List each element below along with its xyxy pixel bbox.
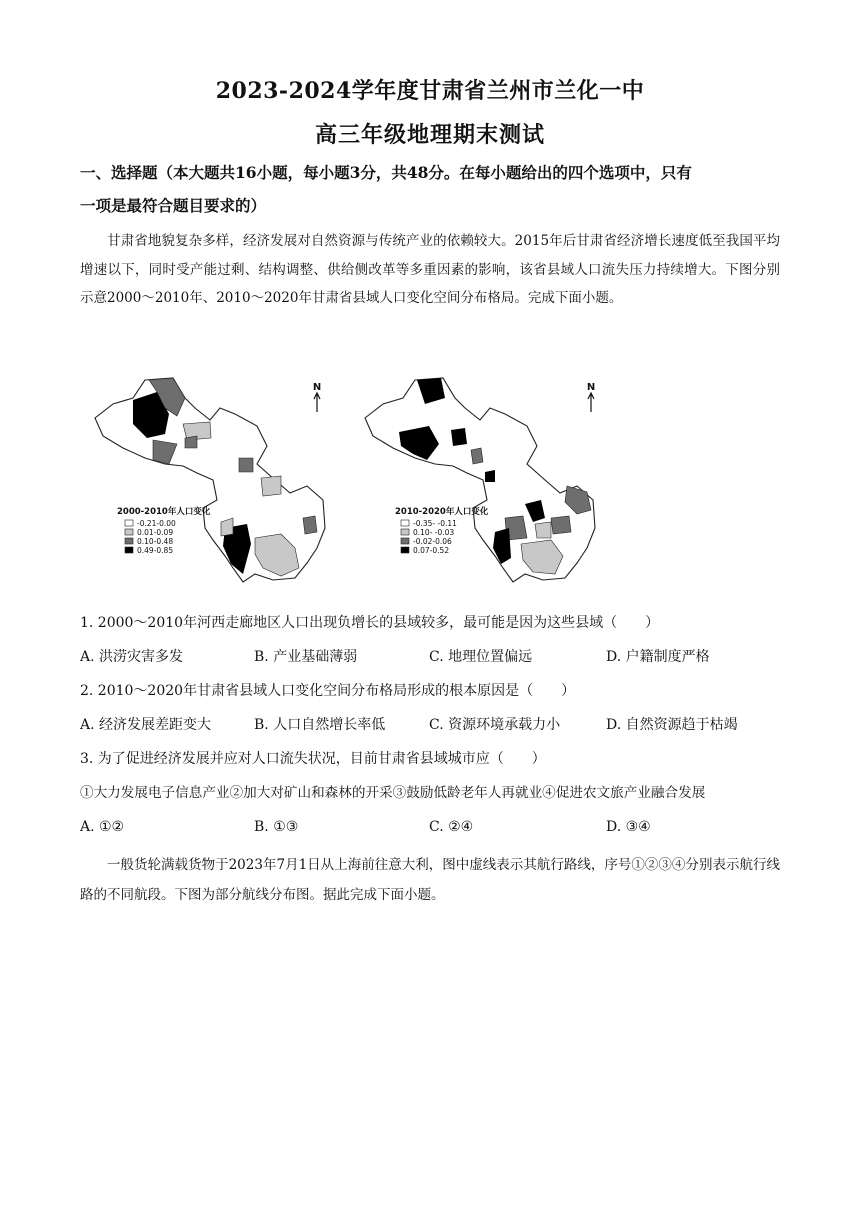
map1-legend-label-1: -0.21-0.00 bbox=[137, 519, 176, 528]
map1-region-dark-3 bbox=[239, 458, 253, 472]
map2-legend-label-1: -0.35- -0.11 bbox=[413, 519, 457, 528]
exam-subtitle: 高三年级地理期末测试 bbox=[314, 122, 545, 148]
map2-legend-title: 2010-2020年人口变化 bbox=[395, 507, 489, 517]
population-change-maps bbox=[85, 368, 625, 596]
passage-2-text: 一般货轮满载货物于2023年7月1日从上海前往意大利，图中虚线表示其航行路线，序号①②③④分别表示航行线路的不同航段。下图为部分航线分布图。据此完成下面小题。 bbox=[80, 857, 780, 903]
passage-1 bbox=[80, 227, 780, 313]
question-1-option-a[interactable]: A. 洪涝灾害多发 bbox=[80, 649, 184, 665]
map2-north-label: N bbox=[586, 382, 596, 393]
map2-north-arrow-icon bbox=[588, 393, 594, 412]
question-3-stem: 3. 为了促进经济发展并应对人口流失状况，目前甘肃省县域城市应（ ） bbox=[80, 751, 546, 767]
question-3-option-b[interactable]: B. ①③ bbox=[254, 819, 299, 835]
map1-north-label: N bbox=[312, 382, 322, 393]
question-3-options bbox=[80, 816, 780, 838]
map2-region-gray-2 bbox=[535, 522, 551, 538]
question-2-option-c[interactable]: C. 资源环境承载力小 bbox=[429, 717, 561, 733]
map2-legend-swatch-4 bbox=[401, 547, 409, 553]
question-3-statements: ①大力发展电子信息产业②加大对矿山和森林的开采③鼓励低龄老年人再就业④促进农文旅产业融合发展 bbox=[80, 785, 706, 801]
map2-legend-swatch-2 bbox=[401, 529, 409, 535]
question-1-option-b[interactable]: B. 产业基础薄弱 bbox=[254, 649, 358, 665]
question-1-option-d[interactable]: D. 户籍制度严格 bbox=[606, 649, 710, 665]
map2-legend-swatch-1 bbox=[401, 520, 409, 526]
question-3-option-a[interactable]: A. ①② bbox=[80, 819, 125, 835]
question-1-options bbox=[80, 646, 780, 668]
question-1-option-c[interactable]: C. 地理位置偏远 bbox=[429, 649, 533, 665]
map2-legend-label-3: -0.02-0.06 bbox=[413, 537, 452, 546]
map2-legend-swatch-3 bbox=[401, 538, 409, 544]
exam-title: 2023-2024学年度甘肃省兰州市兰化一中 bbox=[215, 78, 645, 104]
map1-legend-swatch-2 bbox=[125, 529, 133, 535]
section-heading-line1: 一、选择题（本大题共16小题，每小题3分，共48分。在每小题给出的四个选项中，只有 bbox=[80, 163, 692, 182]
map1-legend-label-4: 0.49-0.85 bbox=[137, 546, 174, 555]
map2-legend-label-2: 0.10- -0.03 bbox=[413, 528, 455, 537]
map2-region-black-mid bbox=[451, 428, 467, 446]
passage-1-text: 甘肃省地貌复杂多样，经济发展对自然资源与传统产业的依赖较大。2015年后甘肃省经济增长速度低至我国平均增速以下，同时受产能过剩、结构调整、供给侧改革等多重因素的影响，该省县域人口流失压力持续增大。下图分别示意2000～2010年、2010～2020年甘肃省县域人口变化空间分布格局。完成下面小题。 bbox=[80, 233, 780, 306]
passage-2 bbox=[80, 850, 780, 910]
map1-region-dark-4 bbox=[303, 516, 317, 534]
map2-region-dark-mid bbox=[471, 448, 483, 464]
map2-legend-label-4: 0.07-0.52 bbox=[413, 546, 450, 555]
question-3-option-d[interactable]: D. ③④ bbox=[606, 819, 651, 835]
question-2-option-a[interactable]: A. 经济发展差距变大 bbox=[80, 717, 212, 733]
map2-region-dark-south bbox=[551, 516, 571, 534]
map1-region-gray-2 bbox=[261, 476, 281, 496]
map1-legend-label-2: 0.01-0.09 bbox=[137, 528, 174, 537]
question-3-option-c[interactable]: C. ②④ bbox=[429, 819, 474, 835]
map1-legend-title: 2000-2010年人口变化 bbox=[117, 507, 211, 517]
map1-legend-label-3: 0.10-0.48 bbox=[137, 537, 174, 546]
map1-legend-swatch-1 bbox=[125, 520, 133, 526]
map-2000-2010 bbox=[95, 378, 325, 582]
question-2-stem: 2. 2010～2020年甘肃省县域人口变化空间分布格局形成的根本原因是（ ） bbox=[80, 683, 576, 699]
question-2-option-b[interactable]: B. 人口自然增长率低 bbox=[254, 717, 386, 733]
map2-province-outline bbox=[365, 378, 595, 582]
map1-north-arrow-icon bbox=[314, 393, 320, 412]
map1-legend-swatch-4 bbox=[125, 547, 133, 553]
section-heading-line2: 一项是最符合题目要求的） bbox=[80, 196, 267, 215]
map1-legend-swatch-3 bbox=[125, 538, 133, 544]
question-1-stem: 1. 2000～2010年河西走廊地区人口出现负增长的县域较多，最可能是因为这些县域（ ） bbox=[80, 615, 660, 631]
question-2-option-d[interactable]: D. 自然资源趋于枯竭 bbox=[606, 717, 738, 733]
map-2010-2020 bbox=[365, 378, 595, 582]
map2-region-black-east bbox=[485, 470, 495, 482]
map2-region-black-sw bbox=[493, 528, 511, 564]
section-heading bbox=[80, 156, 780, 222]
question-2-options bbox=[80, 714, 780, 736]
map1-region-dark-2 bbox=[185, 436, 197, 448]
